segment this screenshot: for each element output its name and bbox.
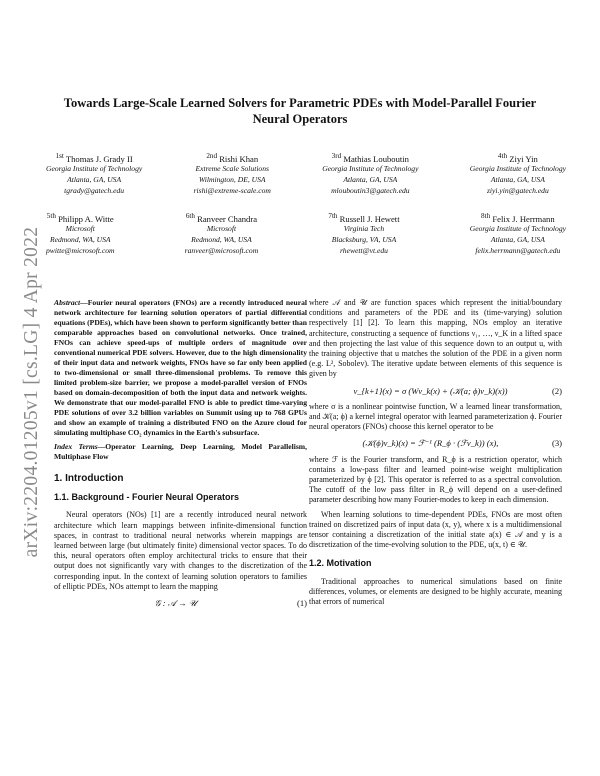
equation-1: 𝒢 : 𝒜 → 𝒰 (1) bbox=[154, 598, 307, 609]
author: $^{6th}$ Ranveer Chandra Microsoft Redmond, WA, USA ranveer@microsoft.com bbox=[184, 212, 259, 255]
index-terms: Index Terms—Operator Learning, Deep Learning, Model Parallelism, Multiphase Flow bbox=[54, 442, 307, 461]
arxiv-stamp bbox=[12, 212, 52, 572]
author: $^{5th}$ Philipp A. Witte Microsoft Redmond, WA, USA pwitte@microsoft.com bbox=[46, 212, 115, 255]
paragraph: When learning solutions to time-dependent PDEs, FNOs are most often trained on discretized pairs of input data (x, y), where x is a multidimensional tensor containing a discretization of the initial state a(x) ∈ 𝒜 and y is a discretization of the time-evolving solution to the PDE, u(x, t) ∈ 𝒰. bbox=[309, 509, 562, 550]
paragraph: where ℱ is the Fourier transform, and R_ϕ is a restriction operator, which contains a low-pass filter and learned point-wise weight multiplication parameterized by ϕ [2]. This operator is referred to as a spectral convolution. The cutoff of the low pass filter in R_ϕ will depend on a user-defined parameter describing how many Fourier-modes to keep in each dimension. bbox=[309, 454, 562, 505]
author-row-2 bbox=[46, 211, 566, 256]
section-heading: 1. Introduction bbox=[54, 473, 124, 484]
paragraph: where σ is a nonlinear pointwise function, W a learned linear transformation, and 𝒦(a; ϕ) a kernel integral operator with learned parameterization ϕ. Fourier neural operators (FNOs) choose this kernel operator to be bbox=[309, 401, 562, 432]
author: $^{8th}$ Felix J. Herrmann Georgia Institute of Technology Atlanta, GA, USA felix.herrmann@gatech.edu bbox=[469, 212, 566, 255]
author: $^{2nd}$ Rishi Khan Extreme Scale Solutions Wilmington, DE, USA rishi@extreme-scale.com bbox=[193, 152, 271, 195]
abstract: Abstract—Fourier neural operators (FNOs) are a recently introduced neural network architecture for learning solution operators of partial differential equations (PDEs), which have been shown to perform significantly better than comparable approaches based on convolutional networks. Once trained, FNOs can achieve speed-ups of multiple orders of magnitude over conventional numerical PDE solvers. However, due to the high dimensionality of their input data and network weights, FNOs have so far only been applied to two-dimensional or small three-dimensional problems. To remove this limited problem-size barrier, we propose a model-parallel version of FNOs based on domain-decomposition of both the input data and network weights. We demonstrate that our model-parallel FNO is able to predict time-varying PDE solutions of over 3.2 billion variables on Summit using up to 768 GPUs and show an example of training a distributed FNO on the Azure cloud for simulating multiphase CO₂ dynamics in the Earth's subsurface. bbox=[54, 298, 307, 437]
right-column bbox=[309, 298, 562, 611]
paragraph: Traditional approaches to numerical simulations based on finite differences, volumes, or elements are designed to be highly accurate, meaning that errors of numerical bbox=[309, 576, 562, 607]
author: $^{3rd}$ Mathias Louboutin Georgia Institute of Technology Atlanta, GA, USA mlouboutin3@gatech.edu bbox=[322, 152, 419, 195]
paragraph: Neural operators (NOs) [1] are a recently introduced neural network architecture which learn mappings between infinite-dimensional function spaces, in contrast to traditional neural networks wherein mappings are learned between large (but ultimately finite) dimensional vector spaces. To do this, neural operators often employ architectural tricks to ensure that their output does not significantly vary with changes to the discretization of the corresponding input. In the context of learning solution operators to families of elliptic PDEs, NOs attempt to learn the mapping bbox=[54, 510, 307, 591]
author: $^{7th}$ Russell J. Hewett Virginia Tech Blacksburg, VA, USA rhewett@vt.edu bbox=[328, 212, 400, 255]
author: $^{4th}$ Ziyi Yin Georgia Institute of Technology Atlanta, GA, USA ziyi.yin@gatech.edu bbox=[469, 152, 566, 195]
subsection-heading: 1.2. Motivation bbox=[309, 558, 372, 569]
author: $^{1st}$ Thomas J. Grady II Georgia Institute of Technology Atlanta, GA, USA tgrady@gatech.edu bbox=[46, 152, 143, 195]
equation-3: (𝒦(ϕ)ν_k)(x) = ℱ⁻¹ (R_ϕ · (ℱν_k)) (x), (3) bbox=[362, 438, 562, 449]
left-column bbox=[54, 298, 307, 614]
equation-2: ν_{k+1}(x) = σ (Wν_k(x) + (𝒦(a; ϕ)ν_k)(x)) (2) bbox=[353, 385, 562, 396]
subsection-heading: 1.1. Background - Fourier Neural Operators bbox=[54, 492, 240, 503]
paper-title: Towards Large-Scale Learned Solvers for Parametric PDEs with Model-Parallel Fourier Neural Operators bbox=[63, 96, 537, 126]
arxiv-id: arXiv:2204.01205v1 [cs.LG] 4 Apr 2022 bbox=[21, 226, 42, 558]
author-row-1 bbox=[46, 151, 566, 196]
paragraph: where 𝒜 and 𝒰 are function spaces which represent the initial/boundary conditions and parameters of the PDE and its (time-varying) solution respectively [1] [2]. To learn this mapping, NOs employ an iterative architecture, constructing a sequence of functions ν₁, …, ν_K in a lifted space and then projecting the last value of this sequence down to an output u, with the training objective that u matches the solution of the PDE in a given norm (e.g. L², Sobolev). The iterative update between elements of this sequence is given by bbox=[309, 298, 562, 379]
